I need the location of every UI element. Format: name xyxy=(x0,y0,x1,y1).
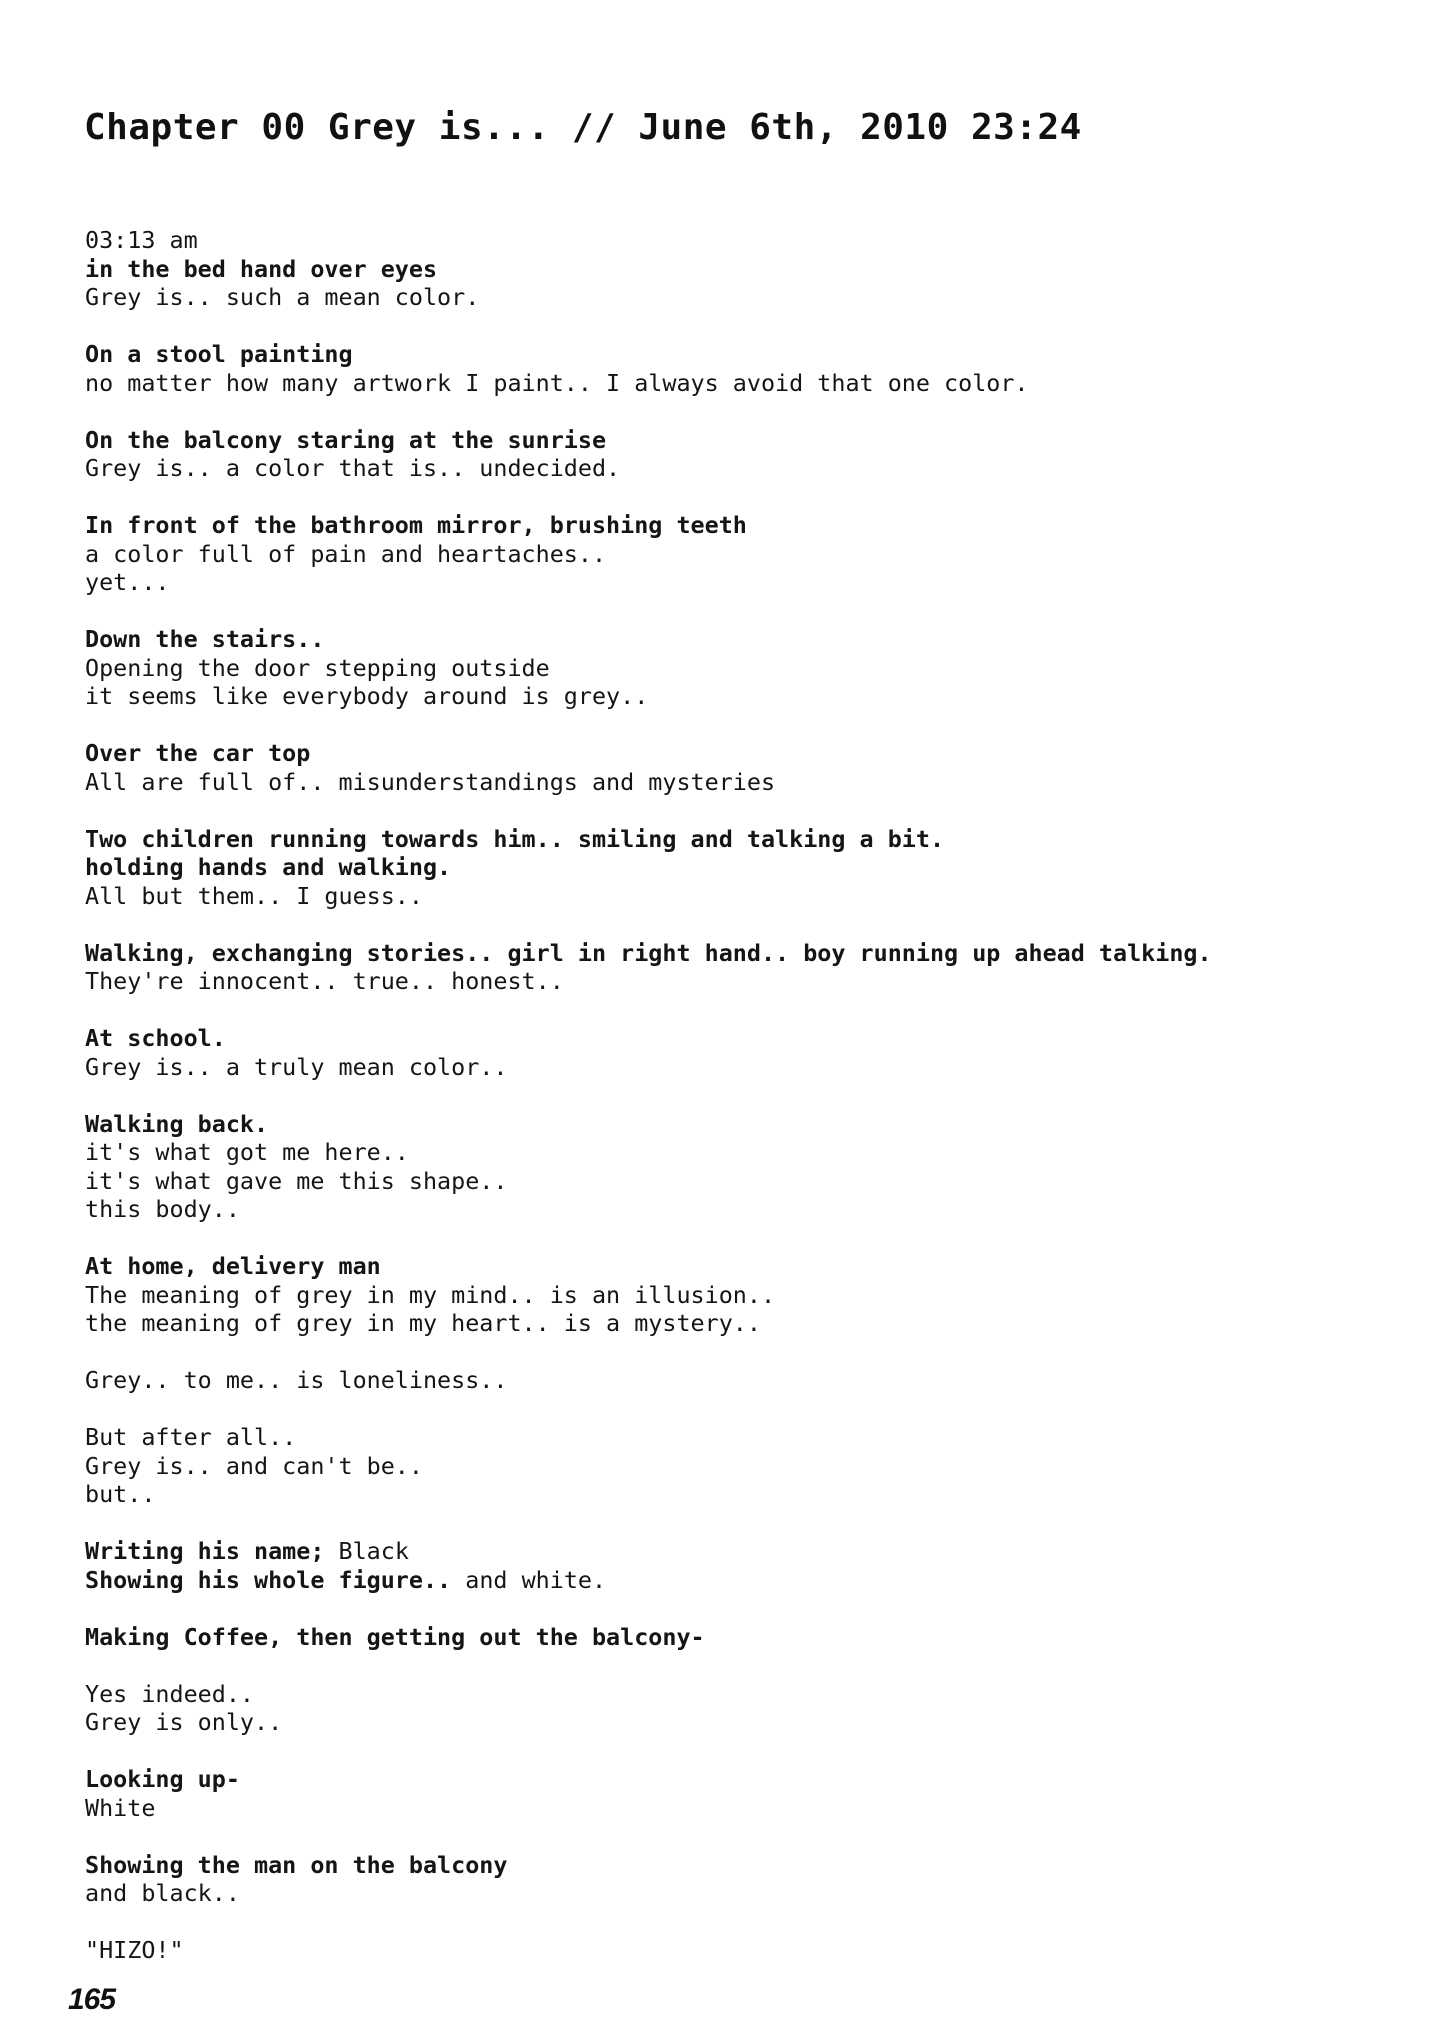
stage-direction-text: holding hands and walking. xyxy=(85,853,452,881)
stage-direction-line xyxy=(85,1252,1405,1281)
text-block xyxy=(85,226,1405,312)
dialogue-line xyxy=(85,682,1405,711)
dialogue-text: But after all.. xyxy=(85,1423,297,1451)
stage-direction-text: in the bed hand over eyes xyxy=(85,254,438,283)
dialogue-text: yet... xyxy=(85,568,170,596)
stage-direction-line xyxy=(85,739,1405,768)
stage-direction-line xyxy=(85,511,1405,540)
dialogue-text: but.. xyxy=(85,1480,156,1508)
text-block xyxy=(85,1680,1405,1737)
dialogue-line xyxy=(85,1195,1405,1224)
dialogue-text: Grey is.. and can't be.. xyxy=(85,1451,423,1480)
stage-direction-line xyxy=(85,1765,1405,1794)
dialogue-text: 03:13 am xyxy=(85,226,198,254)
stage-direction-line xyxy=(85,625,1405,654)
dialogue-line xyxy=(85,283,1405,312)
stage-direction-line xyxy=(85,340,1405,369)
dialogue-line xyxy=(85,1366,1405,1395)
dialogue-line xyxy=(85,967,1405,996)
text-block xyxy=(85,1537,1405,1594)
stage-direction-line xyxy=(85,1566,1405,1595)
stage-direction-text: On the balcony staring at the sunrise xyxy=(85,425,607,454)
text-block xyxy=(85,1423,1405,1509)
stage-direction-text: Making Coffee, then getting out the balcony- xyxy=(85,1622,705,1651)
stage-direction-text: On a stool painting xyxy=(85,340,353,368)
dialogue-line xyxy=(85,1423,1405,1452)
stage-direction-line xyxy=(85,825,1405,854)
stage-direction-text: Looking up- xyxy=(85,1765,240,1793)
stage-direction-line xyxy=(85,1851,1405,1880)
stage-direction-line xyxy=(85,1537,1405,1566)
stage-direction-text: Two children running towards him.. smiling and talking a bit. xyxy=(85,824,945,853)
stage-direction-text: At home, delivery man xyxy=(85,1252,381,1280)
dialogue-text: this body.. xyxy=(85,1195,240,1223)
dialogue-text: Grey is only.. xyxy=(85,1708,283,1736)
text-block xyxy=(85,625,1405,711)
dialogue-text: Grey.. to me.. is loneliness.. xyxy=(85,1366,508,1394)
stage-direction-line xyxy=(85,1623,1405,1652)
stage-direction-line xyxy=(85,939,1405,968)
dialogue-text: All but them.. I guess.. xyxy=(85,881,423,910)
dialogue-text: and white. xyxy=(451,1565,607,1594)
dialogue-line xyxy=(85,1281,1405,1310)
dialogue-line xyxy=(85,1452,1405,1481)
dialogue-text: it seems like everybody around is grey.. xyxy=(85,682,649,710)
dialogue-line xyxy=(85,226,1405,255)
dialogue-text: Grey is.. a truly mean color.. xyxy=(85,1052,508,1081)
dialogue-line xyxy=(85,1138,1405,1167)
dialogue-line xyxy=(85,1794,1405,1823)
dialogue-line xyxy=(85,768,1405,797)
dialogue-line xyxy=(85,1936,1405,1965)
stage-direction-text: At school. xyxy=(85,1024,226,1052)
text-block xyxy=(85,1765,1405,1822)
chapter-title: Chapter 00 Grey is... // June 6th, 2010 23:24 xyxy=(84,107,1082,148)
dialogue-text: it's what got me here.. xyxy=(85,1138,409,1166)
stage-direction-line xyxy=(85,255,1405,284)
dialogue-text: They're innocent.. true.. honest.. xyxy=(85,967,564,995)
dialogue-text: it's what gave me this shape.. xyxy=(85,1166,508,1195)
text-block xyxy=(85,1110,1405,1224)
dialogue-text: The meaning of grey in my mind.. is an illusion.. xyxy=(85,1280,776,1309)
dialogue-line xyxy=(85,369,1405,398)
text-block xyxy=(85,1936,1405,1965)
stage-direction-text: Showing his whole figure.. xyxy=(85,1565,452,1594)
stage-direction-text: Walking, exchanging stories.. girl in right hand.. boy running up ahead talking. xyxy=(85,938,1212,967)
dialogue-text: Grey is.. such a mean color. xyxy=(85,283,480,311)
text-block xyxy=(85,825,1405,911)
stage-direction-text: Walking back. xyxy=(85,1109,269,1138)
stage-direction-text: Over the car top xyxy=(85,739,311,767)
text-block xyxy=(85,1252,1405,1338)
stage-direction-line xyxy=(85,426,1405,455)
dialogue-text: no matter how many artwork I paint.. I always avoid that one color. xyxy=(85,368,1029,397)
script-body xyxy=(85,226,1405,1993)
dialogue-line xyxy=(85,1053,1405,1082)
dialogue-text: the meaning of grey in my heart.. is a mystery.. xyxy=(85,1309,761,1337)
stage-direction-text: Showing the man on the balcony xyxy=(85,1850,508,1879)
dialogue-line xyxy=(85,1480,1405,1509)
dialogue-text: a color full of pain and heartaches.. xyxy=(85,539,607,568)
dialogue-text: Yes indeed.. xyxy=(85,1679,254,1708)
dialogue-line xyxy=(85,1167,1405,1196)
dialogue-line xyxy=(85,568,1405,597)
dialogue-line xyxy=(85,1708,1405,1737)
dialogue-text: and black.. xyxy=(85,1879,240,1907)
stage-direction-line xyxy=(85,853,1405,882)
text-block xyxy=(85,426,1405,483)
page-number: 165 xyxy=(68,1983,116,2016)
dialogue-text: Grey is.. a color that is.. undecided. xyxy=(85,454,621,482)
dialogue-text: White xyxy=(85,1793,156,1822)
text-block xyxy=(85,1623,1405,1652)
stage-direction-line xyxy=(85,1024,1405,1053)
dialogue-text: Opening the door stepping outside xyxy=(85,653,550,682)
dialogue-line xyxy=(85,454,1405,483)
text-block xyxy=(85,1366,1405,1395)
text-block xyxy=(85,511,1405,597)
stage-direction-text: Down the stairs.. xyxy=(85,625,325,653)
dialogue-line xyxy=(85,1680,1405,1709)
dialogue-text: Black xyxy=(324,1537,409,1565)
dialogue-line xyxy=(85,540,1405,569)
text-block xyxy=(85,1851,1405,1908)
dialogue-text: All are full of.. misunderstandings and mysteries xyxy=(85,767,776,796)
text-block xyxy=(85,739,1405,796)
stage-direction-line xyxy=(85,1110,1405,1139)
text-block xyxy=(85,340,1405,397)
text-block xyxy=(85,1024,1405,1081)
text-block xyxy=(85,939,1405,996)
dialogue-line xyxy=(85,1309,1405,1338)
stage-direction-text: In front of the bathroom mirror, brushing teeth xyxy=(85,511,747,539)
dialogue-line xyxy=(85,1879,1405,1908)
dialogue-line xyxy=(85,882,1405,911)
dialogue-text: "HIZO!" xyxy=(85,1936,184,1964)
stage-direction-text: Writing his name; xyxy=(85,1537,325,1565)
dialogue-line xyxy=(85,654,1405,683)
